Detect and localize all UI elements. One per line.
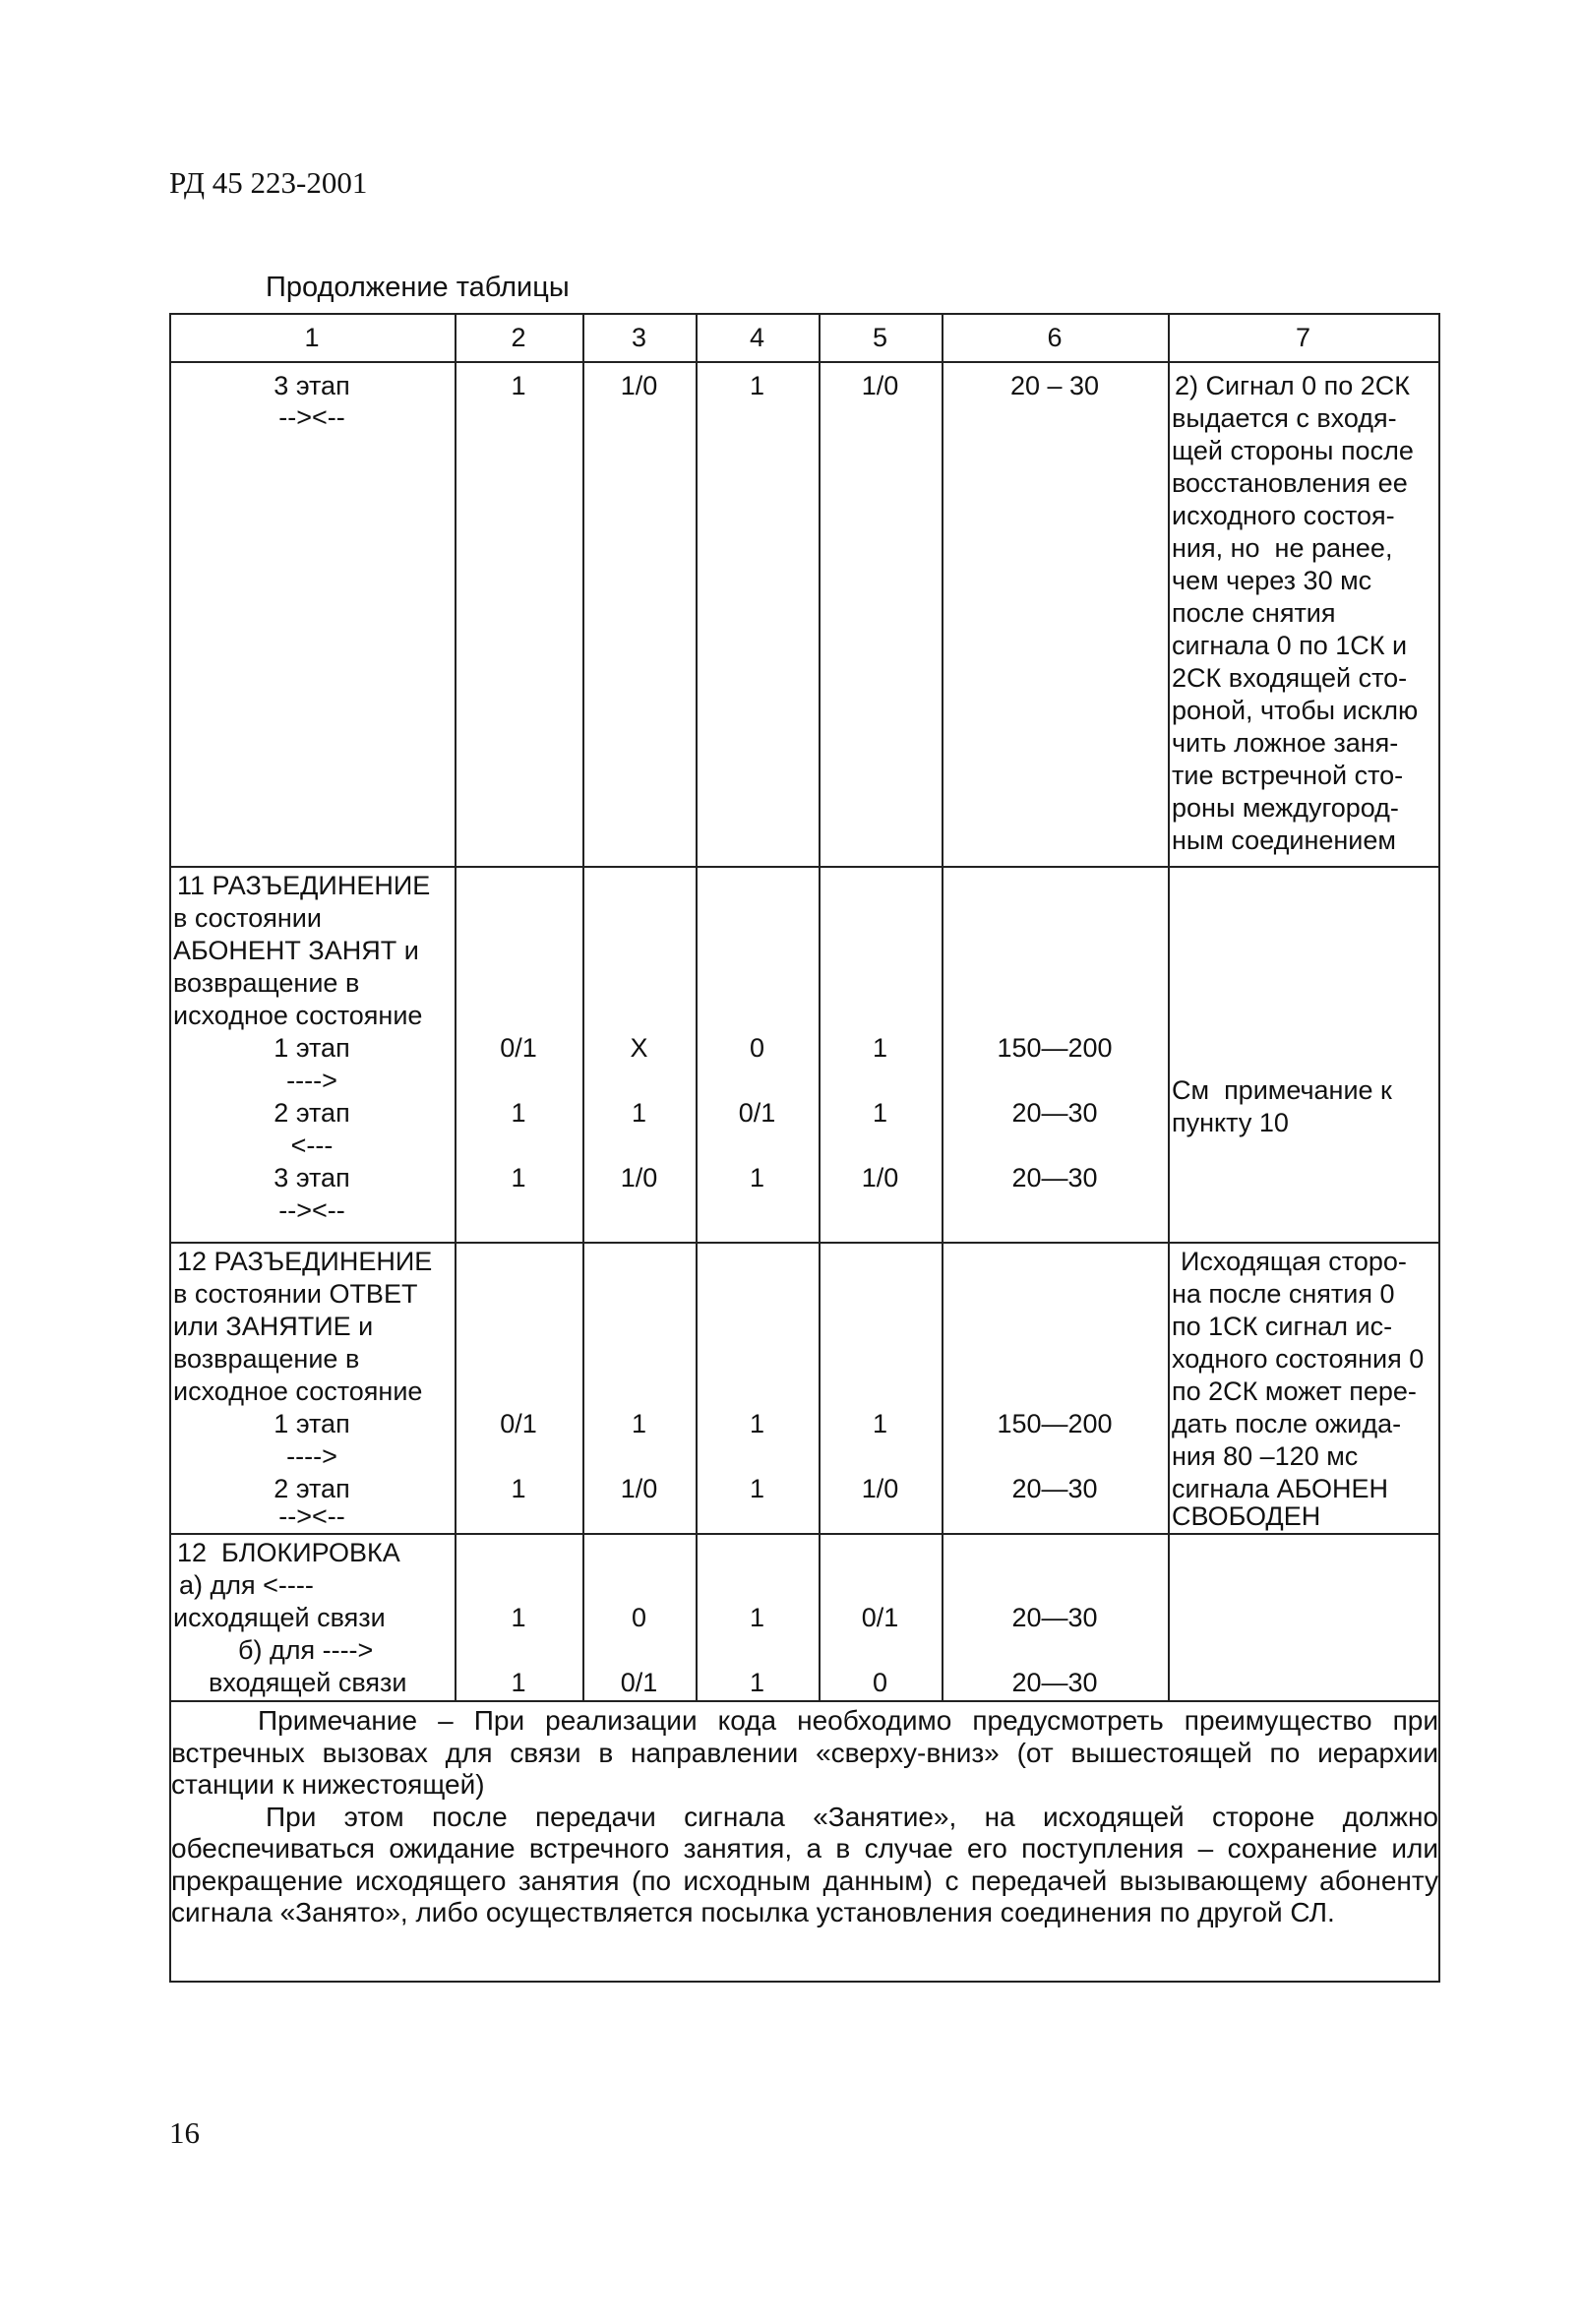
table-cell: 1/0 — [861, 1474, 899, 1503]
row-note: ходного состояния 0 — [1172, 1344, 1425, 1374]
row-title: возвращение в — [173, 968, 360, 998]
table-cell: 20—30 — [1011, 1163, 1098, 1193]
row-title: б) для ----> — [238, 1635, 374, 1665]
row-title: или ЗАНЯТИЕ и — [173, 1312, 374, 1341]
row-note: ния, но не ранее, — [1172, 533, 1393, 563]
table-cell: 1/0 — [861, 371, 899, 400]
table-cell: 1 — [872, 1409, 888, 1438]
row-title: 12 РАЗЪЕДИНЕНИЕ — [177, 1247, 433, 1276]
row-title: 11 РАЗЪЕДИНЕНИЕ — [177, 871, 431, 900]
document-code: РД 45 223-2001 — [169, 165, 368, 200]
row-title: 12 БЛОКИРОВКА — [177, 1538, 400, 1567]
table-cell: 1 — [511, 1603, 526, 1632]
table-cell: 1 — [511, 371, 526, 400]
stage-label: 3 этап — [274, 371, 350, 400]
signal-table — [169, 313, 1440, 1983]
table-cell: 1 — [749, 1668, 765, 1697]
row-note: выдается с входя- — [1172, 403, 1397, 433]
page-number: 16 — [169, 2115, 200, 2150]
row-note: пункту 10 — [1172, 1108, 1289, 1137]
row-note: после снятия — [1172, 598, 1336, 628]
table-cell: 0 — [872, 1668, 888, 1697]
row-note: исходного состоя- — [1172, 501, 1395, 530]
table-cell: 1 — [872, 1098, 888, 1128]
table-cell: 0/1 — [738, 1098, 776, 1128]
column-header: 1 — [304, 323, 320, 352]
stage-arrow: <--- — [290, 1131, 334, 1160]
row-title: входящей связи — [209, 1668, 407, 1697]
row-note: роны междугород- — [1172, 793, 1399, 823]
table-cell: 20—30 — [1011, 1668, 1098, 1697]
table-cell: 1 — [749, 1163, 765, 1193]
row-title: а) для <---- — [179, 1570, 314, 1600]
table-cell: 1 — [749, 1603, 765, 1632]
column-header: 7 — [1295, 323, 1311, 352]
table-cell: 1 — [511, 1098, 526, 1128]
continuation-label: Продолжение таблицы — [266, 272, 570, 303]
table-cell: 20—30 — [1011, 1474, 1098, 1503]
table-cell: 1 — [631, 1098, 647, 1128]
row-note: на после снятия 0 — [1172, 1279, 1395, 1309]
column-header: 6 — [1047, 323, 1063, 352]
stage-arrow: ----> — [286, 1441, 337, 1471]
table-cell: 1 — [872, 1033, 888, 1063]
stage-label: 1 этап — [274, 1409, 350, 1438]
table-cell: 0 — [631, 1603, 647, 1632]
table-cell: 0/1 — [500, 1409, 537, 1438]
row-note: 2СК входящей сто- — [1172, 663, 1408, 693]
column-header: 4 — [749, 323, 765, 352]
row-note: Исходящая сторо- — [1181, 1247, 1407, 1276]
row-note: 2) Сигнал 0 по 2СК — [1175, 371, 1411, 400]
row-title: исходящей связи — [173, 1603, 386, 1632]
row-note: по 2СК может пере- — [1172, 1376, 1417, 1406]
table-cell: 1 — [511, 1474, 526, 1503]
table-cell: 150—200 — [997, 1409, 1113, 1438]
stage-arrow: --><-- — [278, 1501, 345, 1531]
table-cell: 1 — [511, 1668, 526, 1697]
row-title: исходное состояние — [173, 1376, 423, 1406]
row-note: ния 80 –120 мс — [1172, 1441, 1359, 1471]
stage-label: 1 этап — [274, 1033, 350, 1063]
row-note: ным соединением — [1172, 826, 1396, 855]
row-title: возвращение в — [173, 1344, 360, 1374]
row-note: дать после ожида- — [1172, 1409, 1402, 1438]
table-cell: 1 — [749, 1474, 765, 1503]
table-cell: 1 — [631, 1409, 647, 1438]
row-note: роной, чтобы исклю — [1172, 696, 1419, 725]
column-header: 5 — [872, 323, 888, 352]
table-cell: 0/1 — [620, 1668, 658, 1697]
table-cell: 1/0 — [620, 1163, 658, 1193]
table-cell: 20—30 — [1011, 1098, 1098, 1128]
row-note: См примечание к — [1172, 1075, 1392, 1105]
row-note: тие встречной сто- — [1172, 761, 1404, 790]
row-note: чить ложное заня- — [1172, 728, 1399, 758]
note-paragraph: При этом после передачи сигнала «Занятие», на исходящей стороне должно обеспечиваться ожидание встречного занятия, а в случае его поступления – сохранение или прекращение исходящего занятия (по исходным данным) с передачей вызывающему абоненту сигнала «Занято», либо осуществляется посылка установления соединения по другой СЛ. — [171, 1801, 1438, 1927]
row-title: АБОНЕНТ ЗАНЯТ и — [173, 936, 419, 965]
table-cell: 0 — [749, 1033, 765, 1063]
table-cell: X — [630, 1033, 648, 1063]
stage-arrow: --><-- — [278, 1195, 345, 1225]
table-cell: 1 — [511, 1163, 526, 1193]
table-note — [171, 1705, 1438, 1929]
column-header: 2 — [511, 323, 526, 352]
row-title: в состоянии — [173, 903, 322, 933]
row-note: сигнала АБОНЕН — [1172, 1474, 1389, 1503]
row-note: щей стороны после — [1172, 436, 1414, 465]
row-note: восстановления ее — [1172, 468, 1408, 498]
row-note: чем через 30 мс — [1172, 566, 1372, 595]
stage-label: 2 этап — [274, 1474, 350, 1503]
table-cell: 0/1 — [861, 1603, 899, 1632]
note-paragraph: Примечание – При реализации кода необходимо предусмотреть преимущество при встречных вызовах для связи в направлении «сверху-вниз» (от вышестоящей по иерархии станции к нижестоящей) — [171, 1705, 1438, 1800]
table-cell: 1/0 — [861, 1163, 899, 1193]
row-note: сигнала 0 по 1СК и — [1172, 631, 1408, 660]
table-cell: 1 — [749, 371, 765, 400]
table-cell: 150—200 — [997, 1033, 1113, 1063]
row-title: исходное состояние — [173, 1001, 423, 1030]
table-cell: 1/0 — [620, 1474, 658, 1503]
column-header: 3 — [631, 323, 647, 352]
table-cell: 0/1 — [500, 1033, 537, 1063]
stage-arrow: --><-- — [278, 402, 345, 432]
row-title: в состоянии ОТВЕТ — [173, 1279, 418, 1309]
table-cell: 1 — [749, 1409, 765, 1438]
stage-arrow: ----> — [286, 1066, 337, 1095]
table-cell: 20 – 30 — [1009, 371, 1100, 400]
stage-label: 2 этап — [274, 1098, 350, 1128]
row-note: СВОБОДЕН — [1172, 1501, 1321, 1531]
row-note: по 1СК сигнал ис- — [1172, 1312, 1393, 1341]
table-cell: 1/0 — [620, 371, 658, 400]
table-cell: 20—30 — [1011, 1603, 1098, 1632]
stage-label: 3 этап — [274, 1163, 350, 1193]
